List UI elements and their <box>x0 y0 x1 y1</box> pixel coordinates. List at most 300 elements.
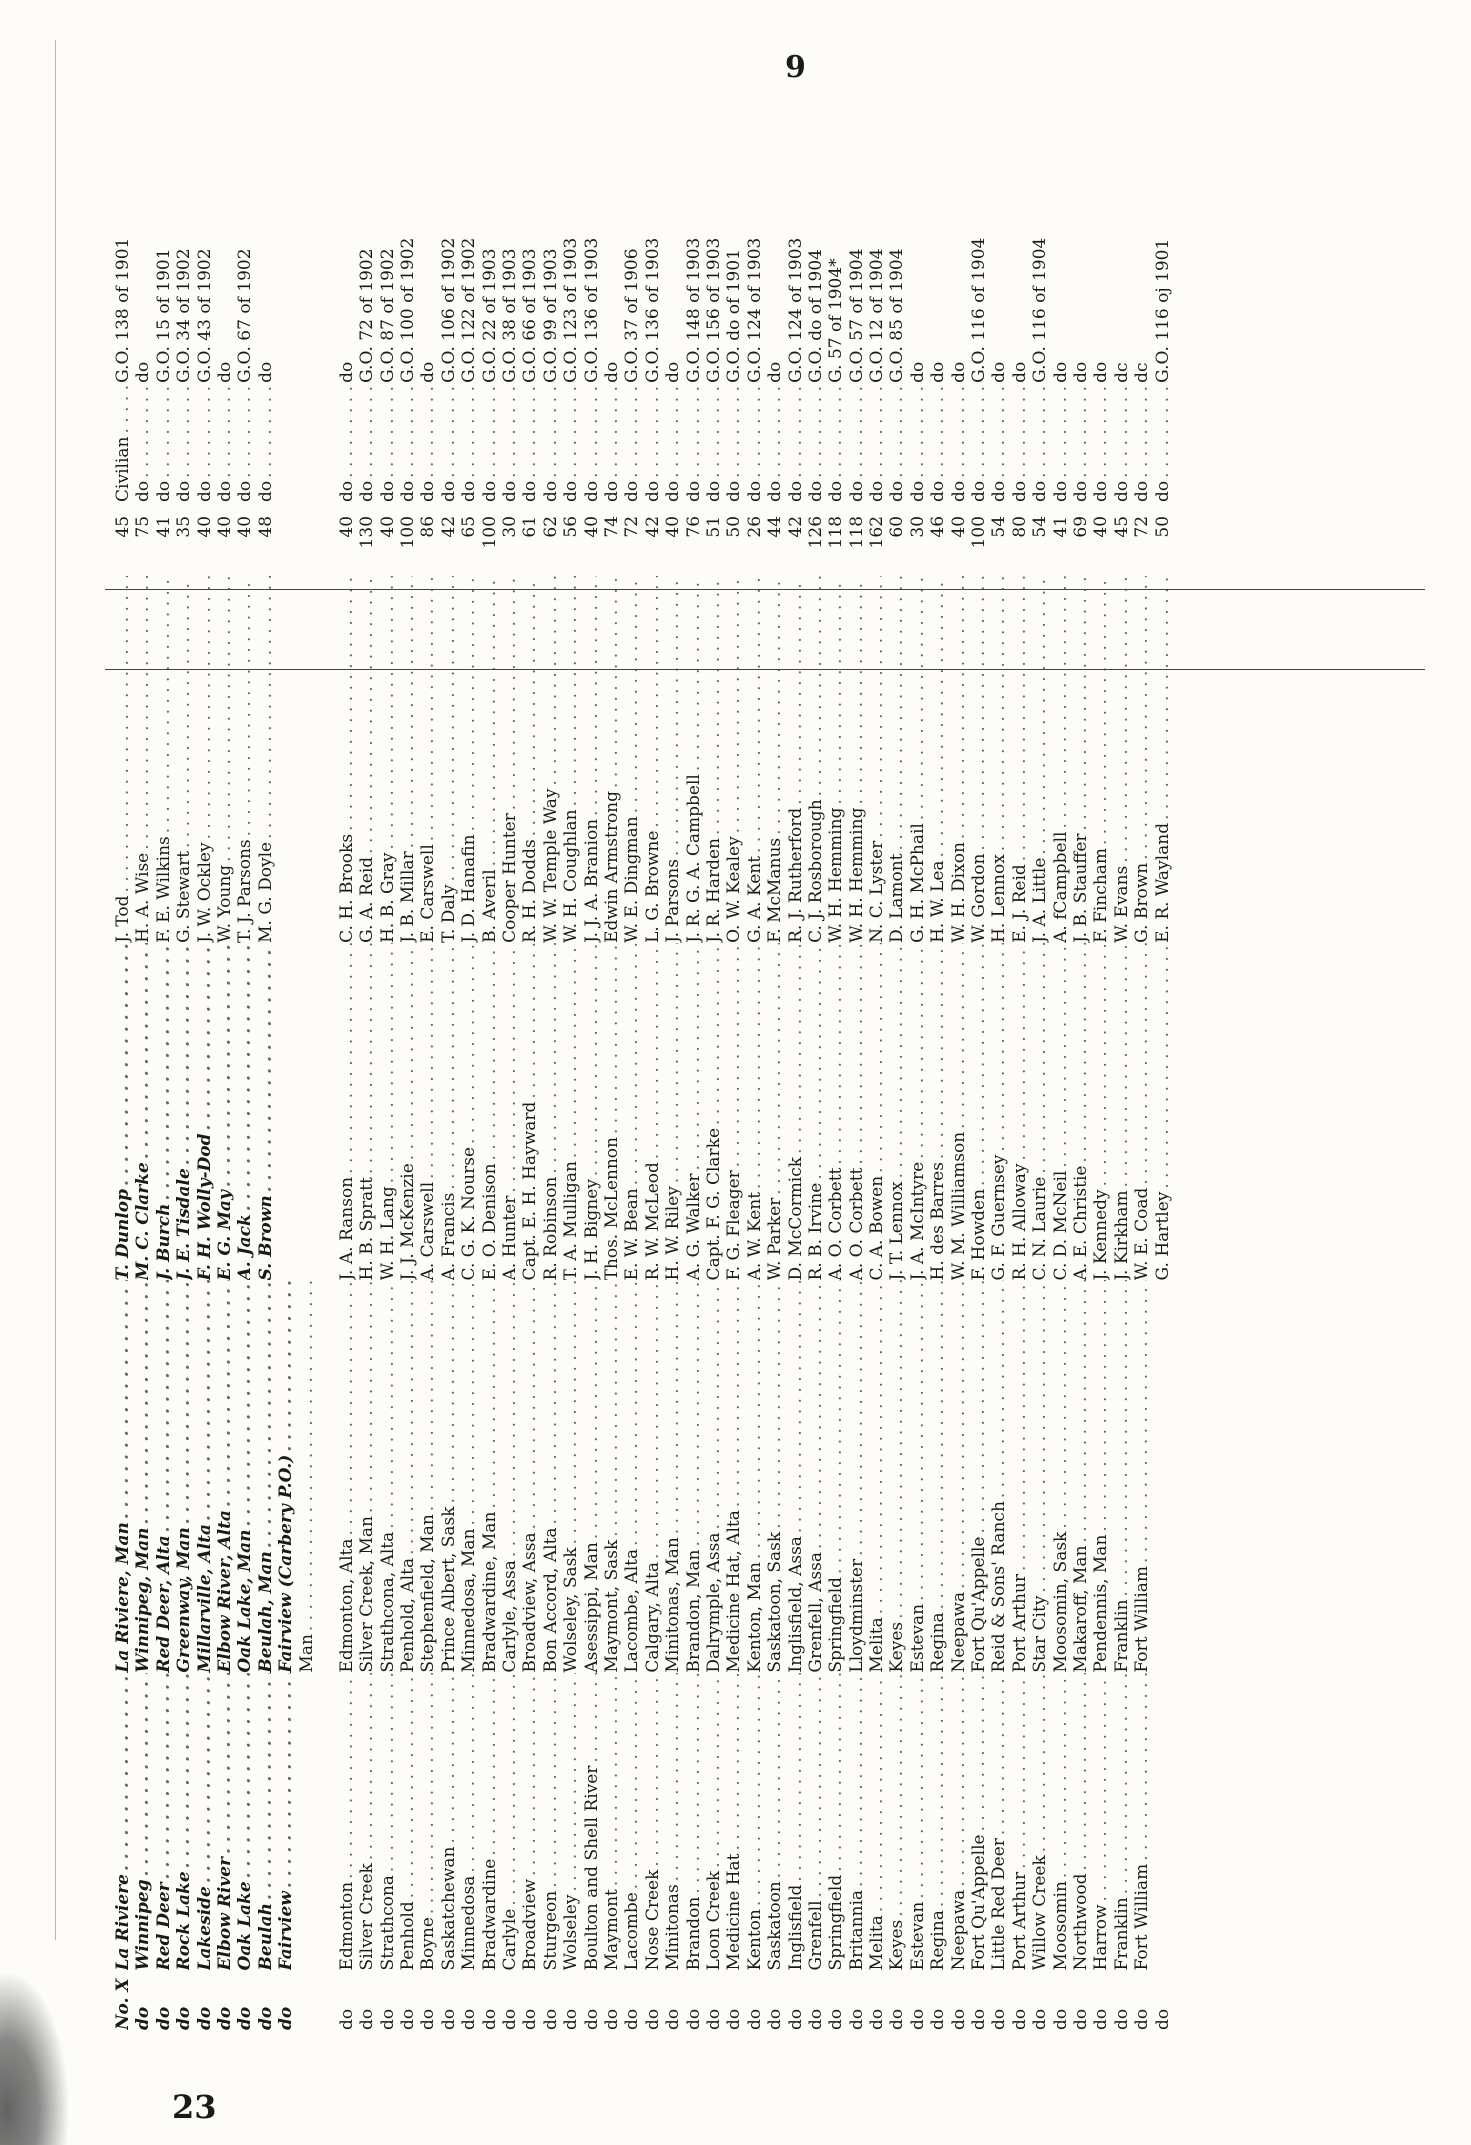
table-row <box>297 85 317 2030</box>
cell-salary: 54 <box>1030 515 1051 538</box>
cell-name: Beulah . . . <box>256 1673 276 1971</box>
cell-num: do <box>398 2008 419 2030</box>
cell-po: Saskatoon, Sask . . . <box>765 1280 785 1672</box>
cell-go: G.O. 156 of 1903 <box>703 237 724 383</box>
cell-secretary: O. W. Kealey . . . <box>724 576 744 943</box>
cell-collector: T. Dunlop . . . <box>113 943 133 1281</box>
cell-name: Melita . . . <box>867 1673 887 1971</box>
cell-num: do <box>601 2008 622 2030</box>
cell-num: do <box>826 2008 847 2030</box>
table-row <box>174 85 194 2030</box>
cell-num: do <box>276 2006 297 2030</box>
cell-go: G.O. 43 of 1902 <box>194 248 215 383</box>
cell-collector: W. Parker . . . <box>765 943 785 1281</box>
cell-secretary: W. H. Dixon . . . <box>949 576 969 943</box>
cell-po: Carlyle, Assa . . . <box>500 1280 520 1672</box>
cell-num: do <box>744 2008 765 2030</box>
cell-salary: 40 <box>214 515 235 538</box>
cell-go: G.O. 12 of 1904 <box>867 248 888 383</box>
table-row <box>1132 85 1152 2030</box>
cell-go: do <box>1009 361 1030 383</box>
cell-name: Loon Creek . . . <box>704 1673 724 1971</box>
cell-secretary: H. Lennox . . . <box>989 576 1009 943</box>
table-row <box>582 85 602 2030</box>
cell-collector: H. W. Riley . . . <box>663 943 683 1281</box>
cell-num: do <box>520 2008 541 2030</box>
cell-salary: 40 <box>377 515 398 538</box>
cell-po: Elbow River, Alta . . . <box>215 1280 235 1672</box>
table-row <box>867 85 887 2030</box>
cell-po: Winnipeg, Man . . . <box>133 1280 153 1672</box>
cell-salary: 56 <box>561 515 582 538</box>
cell-go: G. 57 of 1904* <box>826 258 847 383</box>
cell-go: G.O. 34 of 1902 <box>174 248 195 383</box>
cell-salary: 61 <box>520 515 541 538</box>
cell-salary: 118 <box>846 515 867 549</box>
cell-salary: 76 <box>683 515 704 538</box>
cell-collector: W. E. Coad . . . <box>1132 943 1152 1281</box>
cell-po: Calgary, Alta . . . <box>643 1280 663 1672</box>
cell-po: Fort William . . . <box>1132 1280 1152 1672</box>
cell-type: do . . . <box>1112 383 1132 502</box>
cell-go: G.O. 122 of 1902 <box>459 237 480 383</box>
cell-name: Boulton and Shell River . . . <box>582 1673 602 1971</box>
cell-secretary: A. fCampbell . . . <box>1051 576 1071 943</box>
cell-type: do . . . <box>215 383 235 502</box>
binding-margin-line <box>55 40 56 1940</box>
cell-go: do <box>1050 361 1071 383</box>
cell-po: Grenfell, Assa . . . <box>806 1280 826 1672</box>
cell-num: do <box>703 2008 724 2030</box>
cell-po: Edmonton, Alta . . . <box>337 1280 357 1672</box>
cell-name: Brandon . . . <box>684 1673 704 1971</box>
table-row <box>337 85 357 2030</box>
cell-num: do <box>418 2008 439 2030</box>
cell-go: G.O. 124 of 1903 <box>785 237 806 383</box>
cell-num: do <box>642 2008 663 2030</box>
cell-collector: F. G. Fleager . . . <box>724 943 744 1281</box>
table-row <box>1051 85 1071 2030</box>
cell-name: Springfield . . . <box>826 1673 846 1971</box>
cell-name: Wolseley . . . <box>561 1673 581 1971</box>
cell-secretary: R. H. Dodds . . . <box>520 576 540 943</box>
cell-name: Inglisfield . . . <box>786 1673 806 1971</box>
cell-collector: A. W. Kent . . . <box>745 943 765 1281</box>
cell-secretary: J. A. Little . . . <box>1030 576 1050 943</box>
cell-secretary: C. J. Rosborough . . . <box>806 576 826 943</box>
cell-po: Moosomin, Sask . . . <box>1051 1280 1071 1672</box>
cell-type: do . . . <box>663 383 683 502</box>
cell-salary: 40 <box>581 515 602 538</box>
table-row <box>969 85 989 2030</box>
table-row <box>663 85 683 2030</box>
table-row <box>765 85 785 2030</box>
cell-name: Port Arthur . . . <box>1010 1673 1030 1971</box>
cell-secretary: L. G. Browne . . . <box>643 576 663 943</box>
cell-name: Sturgeon . . . <box>541 1673 561 1971</box>
cell-salary: 45 <box>1111 515 1132 538</box>
cell-salary: 51 <box>703 515 724 538</box>
cell-name: Lakeside . . . <box>195 1673 215 1971</box>
cell-num: do <box>459 2008 480 2030</box>
cell-salary: 41 <box>153 515 174 538</box>
cell-num: do <box>1050 2008 1071 2030</box>
cell-secretary: J. B. Millar . . . <box>398 576 418 943</box>
cell-type: do . . . <box>765 383 785 502</box>
table-row <box>195 85 215 2030</box>
cell-collector: E. O. Denison . . . <box>480 943 500 1281</box>
cell-go: G.O. 15 of 1901 <box>153 248 174 383</box>
cell-secretary: G. A. Kent . . . <box>745 576 765 943</box>
cell-po: Pendennis, Man . . . <box>1091 1280 1111 1672</box>
cell-type: do . . . <box>1030 383 1050 502</box>
cell-collector: E. G. May . . . <box>215 943 235 1281</box>
cell-po: Melita . . . <box>867 1280 887 1672</box>
cell-num: do <box>785 2008 806 2030</box>
cell-name: Saskatchewan . . . <box>439 1673 459 1971</box>
cell-secretary: J. B. Stauffer . . . <box>1071 576 1091 943</box>
cell-num: do <box>1111 2008 1132 2030</box>
cell-po: Red Deer, Alta . . . <box>154 1280 174 1672</box>
cell-po: Wolseley, Sask . . . <box>561 1280 581 1672</box>
cell-secretary: G. Stewart . . . <box>174 576 194 943</box>
cell-go: G.O. do of 1901 <box>724 249 745 383</box>
cell-type: do . . . <box>174 383 194 502</box>
cell-po: Reid & Sons' Ranch . . . <box>989 1280 1009 1672</box>
cell-name: Fort William . . . <box>1132 1673 1152 1971</box>
table-row <box>418 85 438 2030</box>
cell-name: Boyne . . . <box>418 1673 438 1971</box>
cell-num: do <box>561 2008 582 2030</box>
cell-go: G.O. 99 of 1903 <box>540 248 561 383</box>
table-row <box>1112 85 1132 2030</box>
cell-type: do . . . <box>643 383 663 502</box>
cell-salary: 162 <box>867 515 888 549</box>
cell-collector: E. W. Bean . . . <box>622 943 642 1281</box>
cell-go: do <box>255 361 276 383</box>
cell-num: do <box>846 2008 867 2030</box>
cell-secretary: E. J. Reid . . . <box>1010 576 1030 943</box>
cell-num: do <box>174 2006 195 2030</box>
cell-go: do <box>663 361 684 383</box>
cell-num: do <box>1009 2008 1030 2030</box>
cell-po: Neepawa . . . <box>949 1280 969 1672</box>
cell-po: Port Arthur . . . <box>1010 1280 1030 1672</box>
cell-type: do . . . <box>1051 383 1071 502</box>
cell-collector: R. W. McLeod . . . <box>643 943 663 1281</box>
cell-type: do . . . <box>1071 383 1091 502</box>
cell-po: Springfield . . . <box>826 1280 846 1672</box>
cell-go: do <box>907 361 928 383</box>
cell-num: do <box>357 2008 378 2030</box>
cell-name: Medicine Hat . . . <box>724 1673 744 1971</box>
cell-salary: 46 <box>928 515 949 538</box>
cell-num: do <box>622 2008 643 2030</box>
cell-collector: R. B. Irvine . . . <box>806 943 826 1281</box>
cell-go: G.O. 87 of 1902 <box>377 248 398 383</box>
cell-salary: 42 <box>642 515 663 538</box>
cell-type: do . . . <box>1010 383 1030 502</box>
table-row <box>786 85 806 2030</box>
cell-num: do <box>928 2008 949 2030</box>
cell-type: do . . . <box>378 383 398 502</box>
cell-collector: A. E. Christie . . . <box>1071 943 1091 1281</box>
cell-type: do . . . <box>582 383 602 502</box>
cell-secretary: T. Daly . . . <box>439 576 459 943</box>
cell-type: do . . . <box>786 383 806 502</box>
cell-secretary: J. J. A. Branion . . . <box>582 576 602 943</box>
cell-name: Kenton . . . <box>745 1673 765 1971</box>
cell-collector: G. Hartley . . . <box>1153 943 1173 1281</box>
cell-type: do . . . <box>337 383 357 502</box>
cell-collector: C. N. Laurie . . . <box>1030 943 1050 1281</box>
table-row <box>439 85 459 2030</box>
cell-num: do <box>1070 2008 1091 2030</box>
cell-salary: 26 <box>744 515 765 538</box>
cell-go: G.O. 67 of 1902 <box>235 248 256 383</box>
cell-salary: 74 <box>601 515 622 538</box>
cell-collector: M. C. Clarke . . . <box>133 943 153 1281</box>
cell-salary: 130 <box>357 515 378 549</box>
cell-secretary: J. W. Ockley . . . <box>195 576 215 943</box>
cell-go: G.O. 123 of 1903 <box>561 237 582 383</box>
cell-num: do <box>581 2008 602 2030</box>
cell-type: do . . . <box>1132 383 1152 502</box>
cell-name: Grenfell . . . <box>806 1673 826 1971</box>
cell-type: do . . . <box>887 383 907 502</box>
cell-po: Oak Lake, Man . . . <box>235 1280 255 1672</box>
table-row <box>826 85 846 2030</box>
cell-go: do <box>948 361 969 383</box>
cell-name: Broadview . . . <box>520 1673 540 1971</box>
cell-secretary: N. C. Lyster . . . <box>867 576 887 943</box>
cell-num: do <box>765 2008 786 2030</box>
cell-po: Medicine Hat, Alta . . . <box>724 1280 744 1672</box>
cell-name: Red Deer . . . <box>154 1673 174 1971</box>
cell-po: Estevan . . . <box>908 1280 928 1672</box>
cell-po: La Riviere, Man . . . <box>113 1280 133 1672</box>
table-row <box>1030 85 1050 2030</box>
cell-num: do <box>1132 2008 1153 2030</box>
cell-po: Beulah, Man . . . <box>256 1280 276 1672</box>
cell-type: do . . . <box>724 383 744 502</box>
cell-collector: F. H. Wolly-Dod . . . <box>195 943 215 1281</box>
cell-go: G.O. 85 of 1904 <box>887 248 908 383</box>
cell-collector: W. H. Lang . . . <box>378 943 398 1281</box>
cell-secretary: G. Brown . . . <box>1132 576 1152 943</box>
cell-type: do . . . <box>561 383 581 502</box>
cell-secretary: E. Carswell . . . <box>418 576 438 943</box>
table-row <box>113 85 133 2030</box>
table-row <box>643 85 663 2030</box>
cell-type: do . . . <box>847 383 867 502</box>
cell-collector: J. Kirkham . . . <box>1112 943 1132 1281</box>
table-row <box>520 85 540 2030</box>
column-rule <box>105 669 1425 670</box>
table-row <box>541 85 561 2030</box>
cell-salary: 48 <box>255 515 276 538</box>
cell-type: do . . . <box>133 383 153 502</box>
cell-name: Penhold . . . <box>398 1673 418 1971</box>
cell-secretary: W. H. Coughlan . . . <box>561 576 581 943</box>
cell-secretary: Cooper Hunter . . . <box>500 576 520 943</box>
cell-salary: 30 <box>500 515 521 538</box>
cell-go: G.O. 138 of 1901 <box>113 237 133 383</box>
cell-type: do . . . <box>969 383 989 502</box>
table-row <box>684 85 704 2030</box>
cell-name: La Riviere . . . <box>113 1673 133 1971</box>
cell-salary: 100 <box>969 515 990 549</box>
cell-go: do <box>765 361 786 383</box>
table-body <box>105 85 1425 2030</box>
cell-go: G.O. 100 of 1902 <box>398 237 419 383</box>
cell-po: Kenton, Man . . . <box>745 1280 765 1672</box>
cell-go: G.O. 124 of 1903 <box>744 237 765 383</box>
cell-collector: J. H. Bigney . . . <box>582 943 602 1281</box>
cell-num: do <box>540 2008 561 2030</box>
cell-type: do . . . <box>745 383 765 502</box>
table-row <box>847 85 867 2030</box>
cell-name: Harrow . . . <box>1091 1673 1111 1971</box>
cell-po: Lacombe, Alta . . . <box>622 1280 642 1672</box>
cell-secretary: D. Lamont . . . <box>887 576 907 943</box>
cell-collector: A. G. Walker . . . <box>684 943 704 1281</box>
cell-num: do <box>683 2008 704 2030</box>
cell-collector: A. O. Corbett . . . <box>826 943 846 1281</box>
cell-go: G.O. 38 of 1903 <box>500 248 521 383</box>
cell-type: do . . . <box>500 383 520 502</box>
table-row <box>622 85 642 2030</box>
cell-type: do . . . <box>1153 383 1173 502</box>
cell-type: do . . . <box>418 383 438 502</box>
cell-type: do . . . <box>684 383 704 502</box>
cell-num: do <box>336 2008 357 2030</box>
cell-type: do . . . <box>195 383 215 502</box>
cell-name: Franklin . . . <box>1112 1673 1132 1971</box>
cell-secretary: R. J. Rutherford . . . <box>786 576 806 943</box>
table-row <box>357 85 377 2030</box>
cell-secretary: W. H. Hemming . . . <box>826 576 846 943</box>
cell-collector: J. Burch . . . <box>154 943 174 1281</box>
cell-secretary: J. Parsons . . . <box>663 576 683 943</box>
table-row <box>1010 85 1030 2030</box>
page-number: 9 <box>785 50 806 85</box>
cell-po: Fort Qu'Appelle . . . <box>969 1280 989 1672</box>
cell-salary: 42 <box>438 515 459 538</box>
cell-secretary: G. H. McPhail . . . <box>908 576 928 943</box>
cell-collector: C. G. K. Nourse . . . <box>459 943 479 1281</box>
cell-collector: J. E. Tisdale . . . <box>174 943 194 1281</box>
cell-type: do . . . <box>459 383 479 502</box>
cell-num: do <box>377 2008 398 2030</box>
cell-po: Bradwardine, Man . . . <box>480 1280 500 1672</box>
cell-po: Dalrymple, Assa . . . <box>704 1280 724 1672</box>
cell-po: Millarville, Alta . . . <box>195 1280 215 1672</box>
cell-go: G.O. 136 of 1903 <box>581 237 602 383</box>
cell-num: No. X <box>113 1978 133 2030</box>
cell-salary: 86 <box>418 515 439 538</box>
cell-name: Northwood . . . <box>1071 1673 1091 1971</box>
cell-name: Nose Creek . . . <box>643 1673 663 1971</box>
cell-collector: A. Francis . . . <box>439 943 459 1281</box>
cell-po: Keyes . . . <box>887 1280 907 1672</box>
cell-po: Man . . . <box>297 1280 317 1672</box>
cell-secretary: H. B. Gray . . . <box>378 576 398 943</box>
cell-name: Rock Lake . . . <box>174 1673 194 1971</box>
cell-num: do <box>805 2008 826 2030</box>
cell-go: G.O. 106 of 1902 <box>438 237 459 383</box>
cell-po: Inglisfield, Assa . . . <box>786 1280 806 1672</box>
cell-name: Minnedosa . . . <box>459 1673 479 1971</box>
cell-collector: S. Brown . . . <box>256 943 276 1281</box>
cell-collector: D. McCormick . . . <box>786 943 806 1281</box>
cell-go: G.O. 37 of 1906 <box>622 248 643 383</box>
cell-num: do <box>724 2008 745 2030</box>
cell-secretary: H. A. Wise . . . <box>133 576 153 943</box>
cell-salary: 65 <box>459 515 480 538</box>
cell-po: Penhold, Alta . . . <box>398 1280 418 1672</box>
cell-go: G.O. 66 of 1903 <box>520 248 541 383</box>
cell-collector: J. A. McIntyre . . . <box>908 943 928 1281</box>
cell-collector: A. Jack . . . <box>235 943 255 1281</box>
cell-type: do . . . <box>949 383 969 502</box>
cell-name: Winnipeg . . . <box>133 1673 153 1971</box>
table-row <box>561 85 581 2030</box>
cell-salary: 60 <box>887 515 908 538</box>
cell-go: do <box>1070 361 1091 383</box>
cell-name: Moosomin . . . <box>1051 1673 1071 1971</box>
cell-salary: 50 <box>1152 515 1173 538</box>
cell-num: do <box>438 2008 459 2030</box>
cell-name: Bradwardine . . . <box>480 1673 500 1971</box>
cell-num: do <box>1030 2008 1051 2030</box>
cell-collector: C. A. Bowen . . . <box>867 943 887 1281</box>
cell-name: Strathcona . . . <box>378 1673 398 1971</box>
cell-salary: 40 <box>948 515 969 538</box>
cell-name: Edmonton . . . <box>337 1673 357 1971</box>
cell-type: do . . . <box>867 383 887 502</box>
cell-collector: A. Carswell . . . <box>418 943 438 1281</box>
cell-collector: A. O. Corbett . . . <box>847 943 867 1281</box>
cell-go: G.O. 22 of 1903 <box>479 248 500 383</box>
cell-type: do . . . <box>704 383 724 502</box>
cell-salary: 80 <box>1009 515 1030 538</box>
cell-po: Minnedosa, Man . . . <box>459 1280 479 1672</box>
cell-salary: 75 <box>133 515 154 538</box>
cell-secretary: J. R. Harden . . . <box>704 576 724 943</box>
cell-go: do <box>336 361 357 383</box>
cell-po: Prince Albert, Sask . . . <box>439 1280 459 1672</box>
cell-num: do <box>235 2006 256 2030</box>
cell-type: do . . . <box>928 383 948 502</box>
table-row <box>480 85 500 2030</box>
cell-secretary: F. E. Wilkins . . . <box>154 576 174 943</box>
cell-secretary: W. Gordon . . . <box>969 576 989 943</box>
cell-num: do <box>948 2008 969 2030</box>
cell-secretary: J. Tod . . . <box>113 576 133 943</box>
cell-po: Minitonas, Man . . . <box>663 1280 683 1672</box>
cell-num: do <box>989 2008 1010 2030</box>
cell-po: Greenway, Man . . . <box>174 1280 194 1672</box>
cell-po: Franklin . . . <box>1112 1280 1132 1672</box>
cell-salary: 40 <box>235 515 256 538</box>
table-row <box>276 85 296 2030</box>
scan-smudge <box>0 1970 70 2145</box>
cell-collector: F. Howden . . . <box>969 943 989 1281</box>
cell-salary: 30 <box>907 515 928 538</box>
cell-secretary: C. H. Brooks . . . <box>337 576 357 943</box>
cell-po: Makaroff, Man . . . <box>1071 1280 1091 1672</box>
